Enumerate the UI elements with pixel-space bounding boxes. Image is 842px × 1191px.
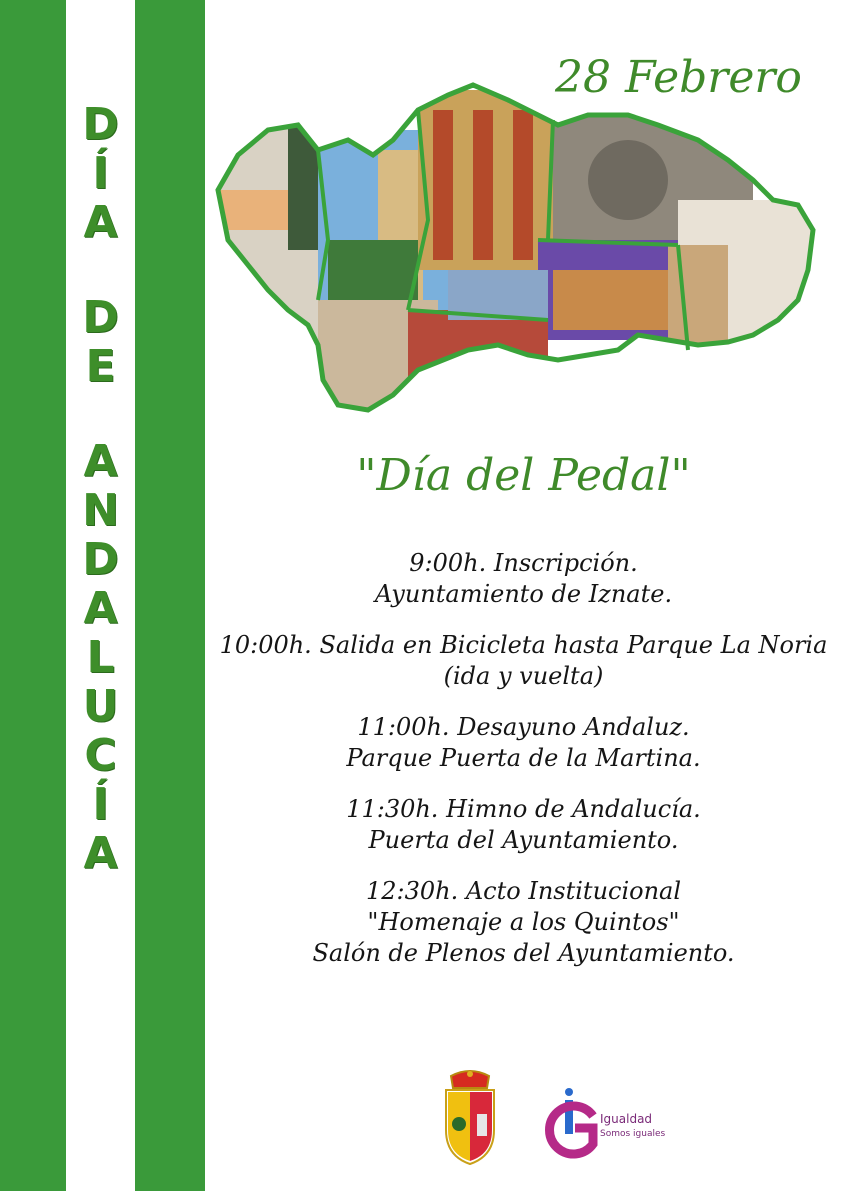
schedule-time-line: 9:00h. Inscripción.	[409, 549, 638, 577]
event-date: 28 Febrero	[555, 52, 802, 103]
vertical-title-dia-de-andalucia	[66, 100, 135, 878]
schedule-item	[205, 630, 842, 692]
title-letter: U	[82, 681, 119, 732]
schedule-place-line: Salón de Plenos del Ayuntamiento.	[312, 939, 735, 967]
schedule-time-line: 10:00h. Salida en Bicicleta hasta Parque La Noria	[219, 631, 828, 659]
title-letter: A	[83, 583, 118, 634]
title-letter: C	[84, 730, 117, 781]
green-stripe-right	[135, 0, 205, 1191]
green-stripe-left	[0, 0, 66, 1191]
title-letter: Í	[92, 148, 109, 199]
schedule-item	[205, 712, 842, 774]
schedule-time-line: 11:00h. Desayuno Andaluz.	[357, 713, 690, 741]
igualdad-logo-icon	[539, 1088, 679, 1166]
schedule-time-line: 11:30h. Himno de Andalucía.	[346, 795, 701, 823]
title-letter: E	[85, 341, 116, 392]
igualdad-tagline: Somos iguales	[600, 1129, 666, 1139]
andalucia-map-collage	[208, 70, 828, 415]
title-letter: N	[82, 485, 119, 536]
title-letter: D	[82, 99, 119, 150]
municipal-coat-of-arms-icon	[441, 1068, 499, 1166]
igualdad-label: Igualdad	[600, 1112, 653, 1126]
title-letter: D	[82, 534, 119, 585]
event-title: "Día del Pedal"	[356, 450, 691, 501]
title-letter: Í	[92, 779, 109, 830]
schedule-subtitle-line: "Homenaje a los Quintos"	[367, 908, 680, 936]
event-schedule	[205, 548, 842, 989]
schedule-place-line: Puerta del Ayuntamiento.	[368, 826, 679, 854]
schedule-item	[205, 876, 842, 969]
title-letter: A	[83, 828, 118, 879]
title-letter: L	[86, 632, 115, 683]
schedule-place-line: Ayuntamiento de Iznate.	[374, 580, 673, 608]
schedule-item	[205, 548, 842, 610]
schedule-item	[205, 794, 842, 856]
title-letter: A	[83, 436, 118, 487]
schedule-place-line: (ida y vuelta)	[443, 662, 604, 690]
schedule-place-line: Parque Puerta de la Martina.	[346, 744, 701, 772]
title-letter: D	[82, 292, 119, 343]
title-letter: A	[83, 197, 118, 248]
schedule-time-line: 12:30h. Acto Institucional	[365, 877, 682, 905]
